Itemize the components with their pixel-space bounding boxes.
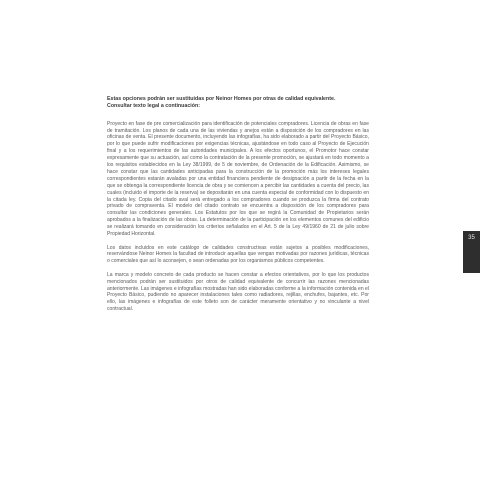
notice-heading: [107, 96, 369, 111]
notice-heading-line2: Consultar texto legal a continuación:: [107, 103, 201, 110]
page-number-tab: [463, 231, 480, 273]
page-number: 35: [468, 235, 475, 241]
notice-heading-line1: Estas opciones podrán ser sustituidas por Neinor Homes por otras de calidad equivalente.: [107, 96, 336, 102]
legal-paragraph-brands: La marca y modelo concreto de cada producto se hacen constar a efectos orientativos, por lo que los productos mencionados podrán ser sustituidos por otros de calidad equivalente de concurrir las razones mencionadas anteriormente. Las imágenes e infografías mostradas han sido elaboradas conforme a la información contenida en el Proyecto Básico, pudiendo no aparecer instalaciones tales como radiadores, rejillas, enchufes, bajantes, etc. Por ello, las imágenes e infografías de este folleto son de carácter meramente orientativo y no vinculante a nivel contractual.: [107, 271, 369, 313]
legal-paragraph-project: Proyecto en fase de pre comercialización para identificación de potenciales compradores. Licencia de obras en fase de tramitación. Los planos de cada una de las viviendas y anejos están a disposición de los compradores en las oficinas de venta. El presente documento, incluyendo las infografías, ha sido elaborado a partir del Proyecto Básico, por lo que puede sufrir modificaciones por exigencias técnicas, ajustándose en todo caso al Proyecto de Ejecución final y a los requerimientos de las autoridades municipales. A los efectos oportunos, el Promotor hace constar expresamente que su actuación, así como la contratación de la presente promoción, se ajustará en todo momento a los requisitos establecidos en la Ley 38/1999, de 5 de noviembre, de Ordenación de la Edificación. Asimismo, se hace constar que las cantidades anticipadas para la construcción de la promoción más los intereses legales correspondientes estarán avaladas por una entidad financiera pendiente de designación a partir de la fecha en la que se obtenga la correspondiente licencia de obra y se comiencen a percibir las cantidades a cuenta del precio, las cuales (incluido el importe de la reserva) se depositarán en una cuenta especial de conformidad con lo dispuesto en la citada ley. Copia del citado aval será entregado a los compradores cuando se produzca la firma del contrato privado de compraventa. El modelo del citado contrato se encuentra a disposición de los compradores para consultar las condiciones generales. Los Estatutos por los que se regirá la Comunidad de Propietarios serán aprobados a la finalización de las obras. La determinación de la participación en los elementos comunes del edificio se realizará tomando en consideración los criterios señalados en el Art. 5 de la Ley 49/1960 de 21 de julio sobre Propiedad Horizontal.: [107, 120, 369, 238]
legal-paragraph-catalog: Los datos incluidos en este catálogo de calidades constructivas están sujetos a posibles modificaciones, reservándose Neinor Homes la facultad de introducir aquellas que vengan motivadas por razones jurídicas, técnicas o comerciales que así lo aconsejen, o sean ordenadas por los organismos públicos competentes.: [107, 244, 369, 265]
legal-text-block: [107, 96, 369, 320]
